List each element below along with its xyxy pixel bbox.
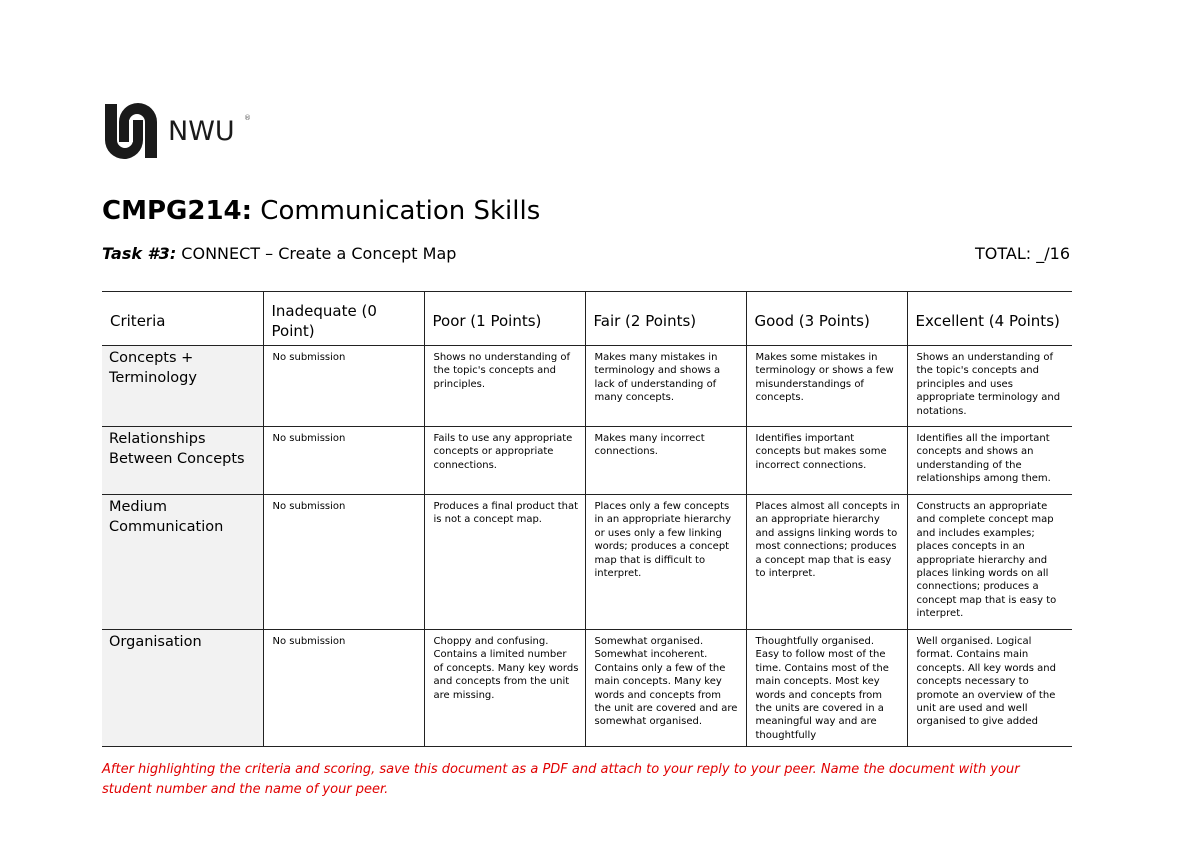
rubric-cell[interactable]: Places only a few concepts in an appropriate hierarchy or uses only a few linking words; produces a concept map that is difficult to interpret. xyxy=(585,495,746,630)
header-criteria: Criteria xyxy=(102,292,263,346)
header-good: Good (3 Points) xyxy=(746,292,907,346)
criteria-cell[interactable]: Concepts + Terminology xyxy=(102,346,263,427)
header-excellent: Excellent (4 Points) xyxy=(907,292,1072,346)
rubric-table xyxy=(102,291,1072,747)
rubric-cell[interactable]: Makes some mistakes in terminology or shows a few misunderstandings of concepts. xyxy=(746,346,907,427)
criteria-cell[interactable]: Organisation xyxy=(102,630,263,747)
rubric-cell[interactable]: Places almost all concepts in an appropriate hierarchy and assigns linking words to most connections; produces a concept map that is easy to interpret. xyxy=(746,495,907,630)
rubric-cell[interactable]: Shows an understanding of the topic's concepts and principles and uses appropriate terminology and notations. xyxy=(907,346,1072,427)
header-poor: Poor (1 Points) xyxy=(424,292,585,346)
course-name: Communication Skills xyxy=(252,196,541,226)
rubric-cell[interactable]: Makes many incorrect connections. xyxy=(585,427,746,495)
rubric-cell[interactable]: Fails to use any appropriate concepts or appropriate connections. xyxy=(424,427,585,495)
registered-mark: ® xyxy=(244,114,251,122)
logo-text: NWU xyxy=(168,115,235,147)
page-title xyxy=(102,196,540,226)
task-label: Task #3: xyxy=(102,244,177,263)
rubric-cell[interactable]: No submission xyxy=(263,495,424,630)
instruction-note: After highlighting the criteria and scoring, save this document as a PDF and attach to your reply to your peer. Name the document with your student number and the name of your peer. xyxy=(102,762,1020,797)
nwu-logo xyxy=(102,100,251,162)
rubric-cell[interactable]: Somewhat organised. Somewhat incoherent. Contains only a few of the main concepts. Many key words and concepts from the unit are covered and are somewhat organised. xyxy=(585,630,746,747)
header-inadequate: Inadequate (0 Point) xyxy=(263,292,424,346)
criteria-cell[interactable]: Medium Communication xyxy=(102,495,263,630)
header-fair: Fair (2 Points) xyxy=(585,292,746,346)
course-code: CMPG214: xyxy=(102,196,253,226)
rubric-cell[interactable]: Makes many mistakes in terminology and shows a lack of understanding of many concepts. xyxy=(585,346,746,427)
rubric-cell[interactable]: No submission xyxy=(263,427,424,495)
nwu-emblem-icon xyxy=(102,100,160,162)
rubric-cell[interactable]: Shows no understanding of the topic's concepts and principles. xyxy=(424,346,585,427)
rubric-cell[interactable]: Well organised. Logical format. Contains main concepts. All key words and concepts necessary to promote an overview of the unit are used and well organised to give added xyxy=(907,630,1072,747)
rubric-cell[interactable]: Identifies important concepts but makes some incorrect connections. xyxy=(746,427,907,495)
table-row xyxy=(102,630,1072,747)
rubric-cell[interactable]: No submission xyxy=(263,346,424,427)
rubric-cell[interactable]: Identifies all the important concepts and shows an understanding of the relationships among them. xyxy=(907,427,1072,495)
table-header-row xyxy=(102,292,1072,346)
rubric-cell[interactable]: Constructs an appropriate and complete concept map and includes examples; places concepts in an appropriate hierarchy and places linking words on all connections; produces a concept map that is easy to interpret. xyxy=(907,495,1072,630)
rubric-cell[interactable]: Thoughtfully organised. Easy to follow most of the time. Contains most of the main concepts. Most key words and concepts from the units are covered in a meaningful way and are thoughtfully xyxy=(746,630,907,747)
rubric-cell[interactable]: Produces a final product that is not a concept map. xyxy=(424,495,585,630)
task-line xyxy=(102,244,456,263)
rubric-cell[interactable]: Choppy and confusing. Contains a limited number of concepts. Many key words and concepts from the unit are missing. xyxy=(424,630,585,747)
task-text: CONNECT – Create a Concept Map xyxy=(176,244,457,263)
table-row xyxy=(102,495,1072,630)
table-row xyxy=(102,346,1072,427)
criteria-cell[interactable]: Relationships Between Concepts xyxy=(102,427,263,495)
total-score: TOTAL: _/16 xyxy=(975,244,1070,263)
rubric-cell[interactable]: No submission xyxy=(263,630,424,747)
table-row xyxy=(102,427,1072,495)
